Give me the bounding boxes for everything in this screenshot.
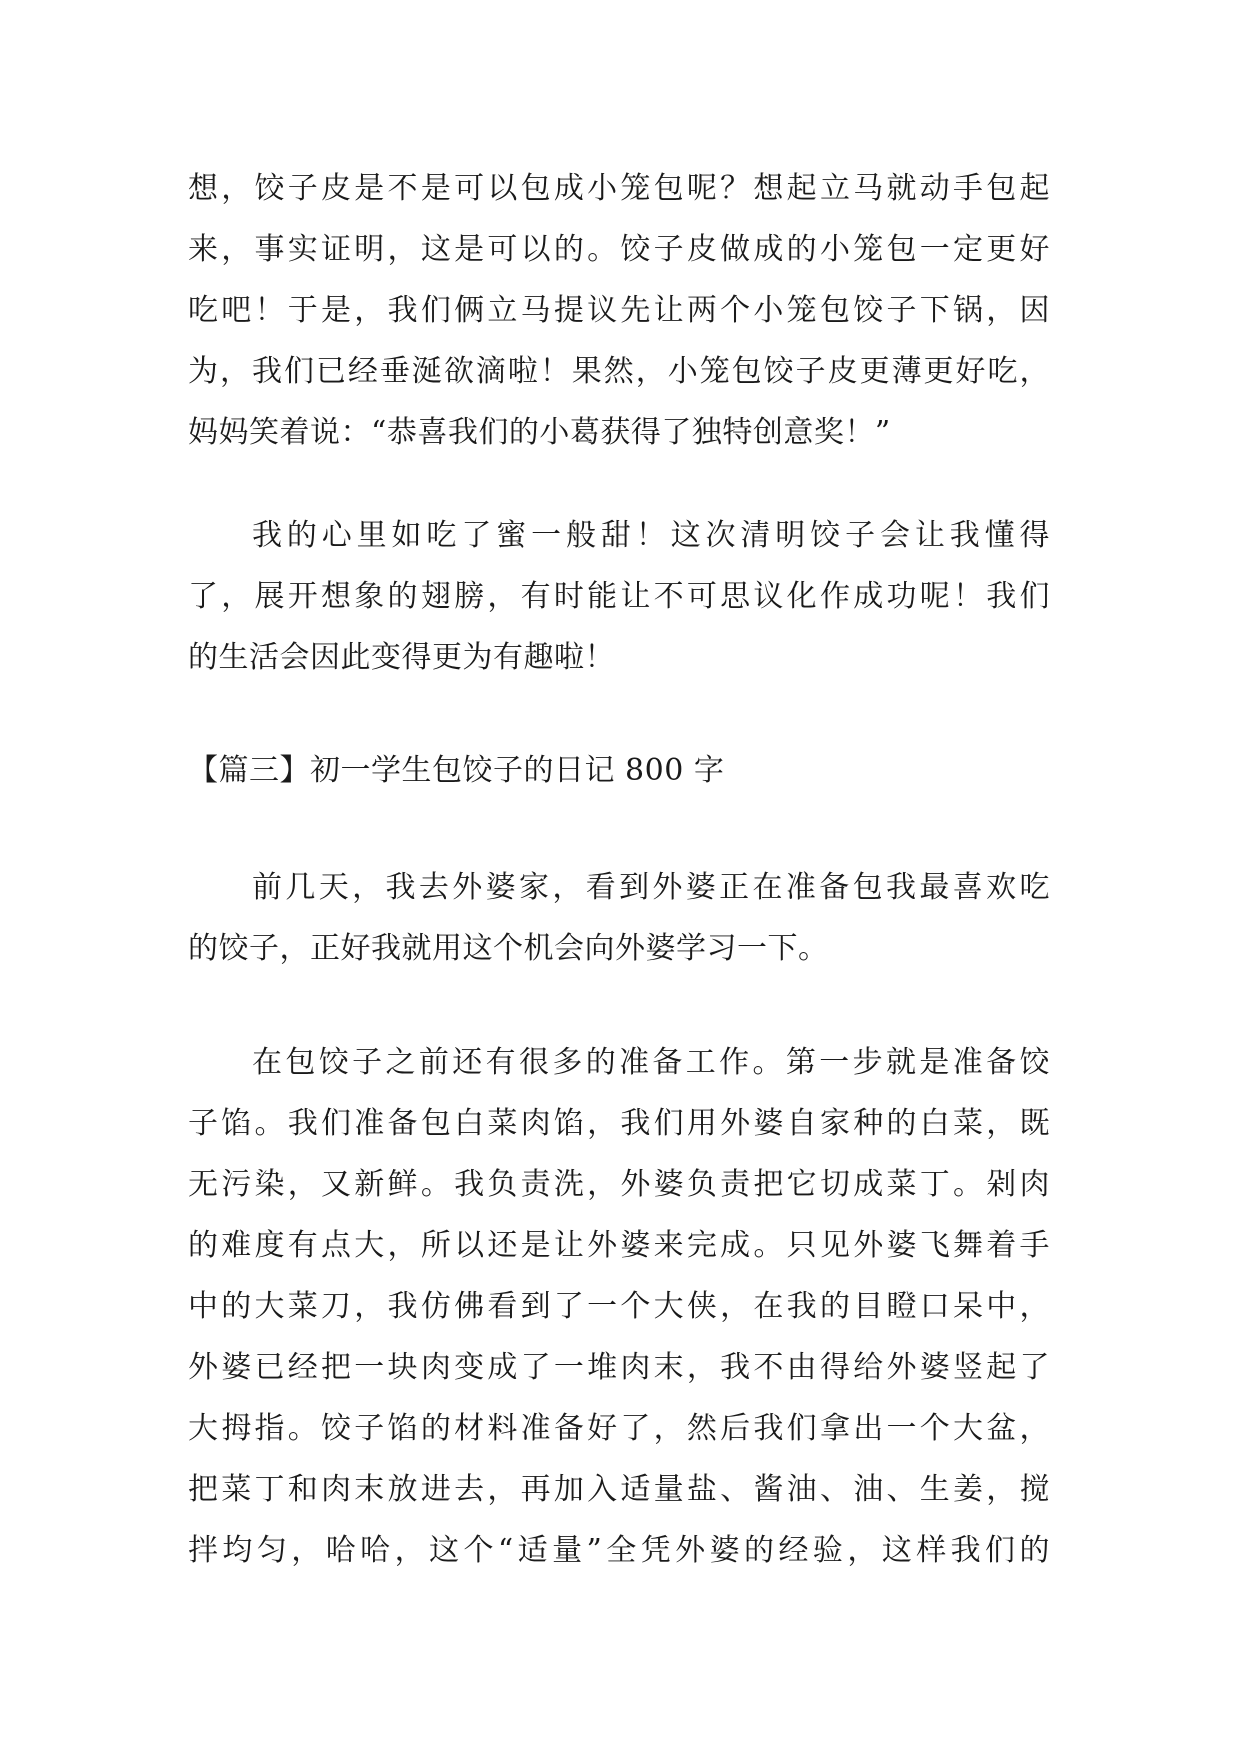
paragraph-4-line: 把菜丁和肉末放进去，再加入适量盐、酱油、油、生姜，搅	[188, 1472, 1050, 1507]
paragraph-4-line: 子馅。我们准备包白菜肉馅，我们用外婆自家种的白菜，既	[188, 1106, 1050, 1141]
section-heading	[188, 740, 1050, 801]
paragraph-2-line: 了，展开想象的翅膀，有时能让不可思议化作成功呢！我们	[188, 579, 1050, 614]
paragraph-2-line: 我的心里如吃了蜜一般甜！这次清明饺子会让我懂得	[252, 518, 1050, 553]
paragraph-2	[188, 505, 1050, 688]
paragraph-2-line: 的生活会因此变得更为有趣啦！	[188, 640, 615, 675]
paragraph-3	[188, 857, 1050, 979]
paragraph-4-line: 大拇指。饺子馅的材料准备好了，然后我们拿出一个大盆，	[188, 1411, 1050, 1446]
paragraph-4-line: 的难度有点大，所以还是让外婆来完成。只见外婆飞舞着手	[188, 1228, 1050, 1263]
paragraph-4-line: 拌均匀，哈哈，这个“适量”全凭外婆的经验，这样我们的	[188, 1533, 1050, 1568]
section-heading-text: 【篇三】初一学生包饺子的日记 800 字	[188, 753, 725, 788]
paragraph-4	[188, 1032, 1050, 1581]
paragraph-1-line: 为，我们已经垂涎欲滴啦！果然，小笼包饺子皮更薄更好吃，	[188, 354, 1050, 389]
paragraph-1-line: 妈妈笑着说：“恭喜我们的小葛获得了独特创意奖！”	[188, 415, 891, 450]
paragraph-1-line: 来，事实证明，这是可以的。饺子皮做成的小笼包一定更好	[188, 232, 1050, 267]
paragraph-4-line: 中的大菜刀，我仿佛看到了一个大侠，在我的目瞪口呆中，	[188, 1289, 1050, 1324]
paragraph-1-line: 想，饺子皮是不是可以包成小笼包呢？想起立马就动手包起	[188, 171, 1050, 206]
paragraph-3-line: 前几天，我去外婆家，看到外婆正在准备包我最喜欢吃	[252, 870, 1050, 905]
paragraph-4-line: 无污染，又新鲜。我负责洗，外婆负责把它切成菜丁。剁肉	[188, 1167, 1050, 1202]
paragraph-4-line: 在包饺子之前还有很多的准备工作。第一步就是准备饺	[252, 1045, 1050, 1080]
paragraph-3-line: 的饺子，正好我就用这个机会向外婆学习一下。	[188, 931, 829, 966]
paragraph-4-line: 外婆已经把一块肉变成了一堆肉末，我不由得给外婆竖起了	[188, 1350, 1050, 1385]
paragraph-1	[188, 158, 1050, 463]
paragraph-1-line: 吃吧！于是，我们俩立马提议先让两个小笼包饺子下锅，因	[188, 293, 1050, 328]
